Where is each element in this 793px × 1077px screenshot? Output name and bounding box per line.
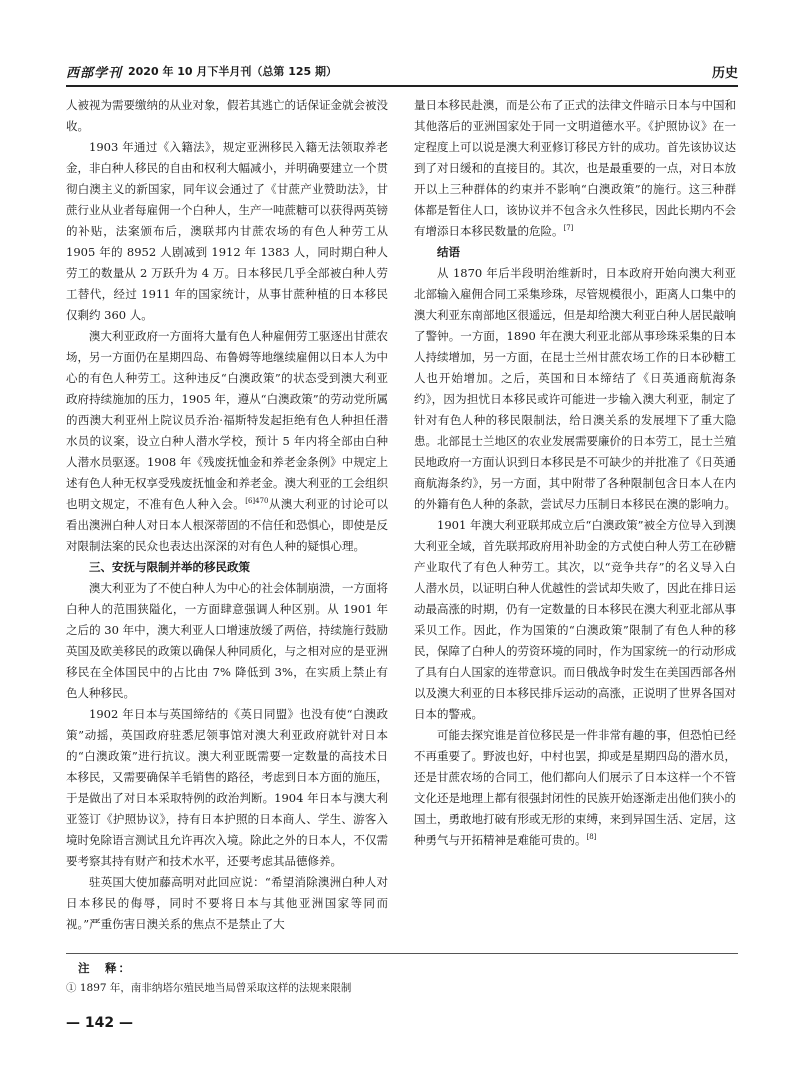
paragraph <box>414 95 736 242</box>
header-rule <box>66 85 738 87</box>
citation: [6]470 <box>245 497 269 506</box>
right-column <box>414 95 736 851</box>
paragraph <box>66 326 388 557</box>
paragraph: 1903 年通过《入籍法》，规定亚洲移民入籍无法领取养老金，非白种人移民的自由和权利大幅减小，并明确要建立一个贯彻白澳主义的新国家，同年议会通过了《甘蔗产业赞助法》，甘蔗行业从业者每雇佣一个白种人，生产一吨蔗糖可以获得两英镑的补贴，法案颁布后，澳联邦内甘蔗农场的有色人种劳工从 1905 年的 8952 人剧减到 1912 年 1383 人，同时期白种人劳工的数量从 2 万跃升为 4 万。日本移民几乎全部被白种人劳工替代，经过 1911 年的国家统计，从事甘蔗种植的日本移民仅剩约 360 人。 <box>66 140 388 322</box>
footnote: ① 1897 年，南非纳塔尔殖民地当局曾采取这样的法规来限制 <box>66 982 352 994</box>
paragraph <box>414 725 736 851</box>
section-heading: 结语 <box>437 245 460 259</box>
citation: [8] <box>586 833 597 842</box>
paragraph-text: 澳大利亚政府一方面将大量有色人种雇佣劳工驱逐出甘蔗农场，另一方面仍在星期四岛、布鲁姆等地继续雇佣以日本人为中心的有色人种劳工。这种违反“白澳政策”的状态受到澳大利亚政府持续施加的压力，1905 年，遵从“白澳政策”的劳动党所属的西澳大利亚州上院议员乔治·福斯特发起拒绝有色人种担任潜水员的议案，设立白种人潜水学校，预计 5 年内将全部由白种人潜水员驱逐。1908 年《残废抚恤金和养老金条例》中规定上述有色人种无权享受残废抚恤金和养老金。澳大利亚的工会组织也明文规定，不准有色人种入会。 <box>66 329 388 511</box>
paragraph: 人被视为需要缴纳的从业对象，假若其逃亡的话保证金就会被没收。 <box>66 98 388 133</box>
paragraph-text: 可能去探究谁是首位移民是一件非常有趣的事，但恐怕已经不再重要了。野波也好，中村也罢，抑或是星期四岛的潜水员，还是甘蔗农场的合同工，他们都向人们展示了日本这样一个不管文化还是地理上都有很强封闭性的民族开始逐渐走出他们狭小的国土，勇敢地打破有形或无形的束缚，来到异国生活、定居，这种勇气与开拓精神是难能可贵的。 <box>414 728 736 847</box>
notes-title: 注 释： <box>78 961 132 975</box>
paragraph: 从 1870 年后半段明治维新时，日本政府开始向澳大利亚北部输入雇佣合同工采集珍珠，尽管规模很小，距离人口集中的澳大利亚东南部地区很遥远，但是却给澳大利亚白种人居民敲响了警钟。一方面，1890 年在澳大利亚北部从事珍珠采集的日本人持续增加，另一方面，在昆士兰州甘蔗农场工作的日本砂糖工人也开始增加。之后，英国和日本缔结了《日英通商航海条约》，因为担忧日本移民或许可能进一步输入澳大利亚，制定了针对有色人种的移民限制法，给日澳关系的发展埋下了重大隐患。北部昆士兰地区的农业发展需要廉价的日本劳工，昆士兰殖民地政府一方面认识到日本移民是不可缺少的并批准了《日英通商航海条约》，另一方面，其中附带了各种限制包含日本人在内的外籍有色人种的条款，尝试尽力压制日本移民在澳的影响力。 <box>414 266 736 511</box>
section-label: 历史 <box>711 66 738 81</box>
paragraph: 1902 年日本与英国缔结的《英日同盟》也没有使“白澳政策”动摇，英国政府驻悉尼领事馆对澳大利亚政府就针对日本的“白澳政策”进行抗议。澳大利亚既需要一定数量的高技术日本移民，又需要确保羊毛销售的路径，考虑到日本方面的施压，于是做出了对日本采取特例的政治判断。1904 年日本与澳大利亚签订《护照协议》，持有日本护照的日本商人、学生、游客入境时免除语言测试且允许再次入境。除此之外的日本人，不仅需要考察其持有财产和技术水平，还要考虑其品德修养。 <box>66 707 388 868</box>
running-header <box>66 60 738 82</box>
journal-logo: 西部学刊 <box>66 66 123 81</box>
section-heading: 三、安抚与限制并举的移民政策 <box>89 560 250 574</box>
citation: [7] <box>563 224 574 233</box>
issue-info: 2020 年 10 月下半月刊（总第 125 期） <box>128 65 338 78</box>
page-number: — 142 — <box>66 1015 133 1031</box>
paragraph: 澳大利亚为了不使白种人为中心的社会体制崩溃，一方面将白种人的范围狭隘化，一方面肆意强调人种区别。从 1901 年之后的 30 年中，澳大利亚人口增速放缓了两倍，持续施行鼓励英国及欧美移民的政策以确保人种同质化，与之相对应的是亚洲移民在全体国民中的占比由 7% 降低到 3%，在实质上禁止有色人种移民。 <box>66 581 388 700</box>
paragraph: 1901 年澳大利亚联邦成立后“白澳政策”被全方位导入到澳大利亚全域，首先联邦政府用补助金的方式使白种人劳工在砂糖产业取代了有色人种劳工。其次，以“竞争共存”的名义导入白人潜水员，以证明白种人优越性的尝试却失败了，因此在排日运动最高涨的时期，仍有一定数量的日本移民在澳大利亚北部从事采贝工作。因此，作为国策的“白澳政策”限制了有色人种的移民，保障了白种人的劳资环境的同时，作为国家统一的行动形成了具有白人国家的连带意识。而日俄战争时发生在美国西部各州以及澳大利亚的日本移民排斥运动的高涨，正说明了世界各国对日本的警戒。 <box>414 518 736 721</box>
left-column <box>66 95 388 935</box>
paragraph: 驻英国大使加藤高明对此回应说：“希望消除澳洲白种人对日本移民的侮辱，同时不要将日本与其他亚洲国家等同而视。”严重伤害日澳关系的焦点不是禁止了大 <box>66 875 388 931</box>
paragraph-text: 从澳大利亚的讨论可以看出澳洲白种人对日本人根深蒂固的不信任和恐惧心，即使是反对限制法案的民众也表达出深深的对有色人种的疑惧心理。 <box>66 497 389 553</box>
notes-rule <box>66 953 738 954</box>
paragraph-text: 量日本移民赴澳，而是公布了正式的法律文件暗示日本与中国和其他落后的亚洲国家处于同一文明道德水平。《护照协议》在一定程度上可以说是澳大利亚修订移民方针的成功。首先该协议达到了对日缓和的直接目的。其次，也是最重要的一点，对日本放开以上三种群体的约束并不影响“白澳政策”的施行。这三种群体都是暂住人口，该协议并不包含永久性移民，因此长期内不会有增添日本移民数量的危险。 <box>414 98 736 238</box>
